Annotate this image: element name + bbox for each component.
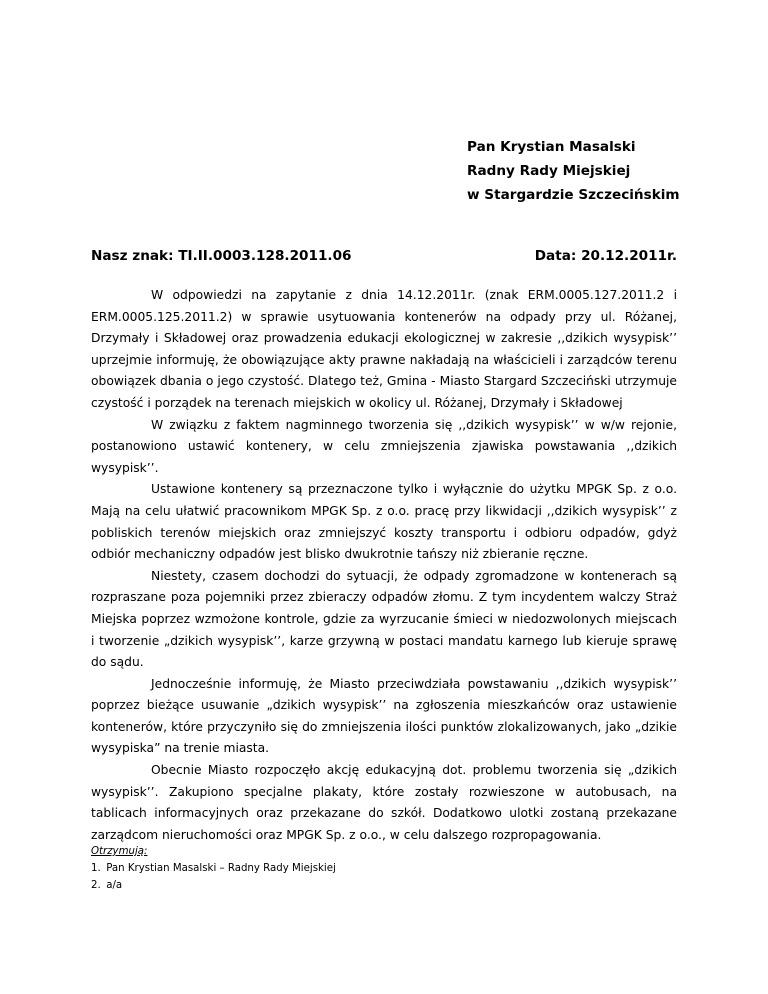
list-item bbox=[91, 877, 336, 894]
body-paragraph: Niestety, czasem dochodzi do sytuacji, że odpady zgromadzone w kontenerach są rozpraszane poza pojemniki przez zbieraczy odpadów złomu. Z tym incydentem walczy Straż Miejska poprzez wzmożone kontrole, gdzie za wyrzucanie śmieci w niedozwolonych miejscach i tworzenie „dzikich wysypisk’’, karze grzywną w postaci mandatu karnego lub kieruje sprawę do sądu. bbox=[91, 568, 677, 670]
letter-body bbox=[91, 285, 677, 846]
list-item-text: Pan Krystian Masalski – Radny Rady Miejskiej bbox=[106, 863, 336, 874]
body-paragraph: W związku z faktem nagminnego tworzenia się ,,dzikich wysypisk’’ w w/w rejonie, postanowiono ustawić kontenery, w celu zmniejszenia zjawiska powstawania ,,dzikich wysypisk’’. bbox=[91, 417, 677, 475]
distribution-list bbox=[91, 843, 336, 894]
reference-line bbox=[91, 244, 677, 268]
recipient-place: w Stargardzie Szczecińskim bbox=[467, 187, 680, 203]
recipient-block bbox=[467, 135, 680, 207]
recipient-title: Radny Rady Miejskiej bbox=[467, 163, 631, 179]
body-paragraph: Obecnie Miasto rozpoczęło akcję edukacyjną dot. problemu tworzenia się „dzikich wysypisk’’. Zakupiono specjalne plakaty, które zostały rozwieszone w autobusach, na tablicach informacyjnych oraz przekazane do szkół. Dodatkowo ulotki zostaną przekazane zarządcom nieruchomości oraz MPGK Sp. z o.o., w celu dalszego rozpropagowania. bbox=[91, 763, 677, 842]
recipient-name: Pan Krystian Masalski bbox=[467, 139, 636, 155]
list-item-text: a/a bbox=[106, 880, 123, 891]
list-item bbox=[91, 860, 336, 877]
body-paragraph: Jednocześnie informuję, że Miasto przeciwdziała powstawaniu ,,dzikich wysypisk’’ poprzez bieżące usuwanie „dzikich wysypisk’’ na zgłoszenia mieszkańców oraz ustawienie kontenerów, które przyczyniło się do zmniejszenia ilości punktów zlokalizowanych, jako „dzikie wysypiska” na trenie miasta. bbox=[91, 676, 677, 756]
distribution-label: Otrzymują: bbox=[91, 846, 148, 857]
body-paragraph: Ustawione kontenery są przeznaczone tylko i wyłącznie do użytku MPGK Sp. z o.o. Mają na celu ułatwić pracownikom MPGK Sp. z o.o. pracę przy likwidacji ,,dzikich wysypisk’’ z pobliskich terenów miejskich oraz zmniejszyć koszty transportu i odbioru odpadów, gdyż odbiór mechaniczny odpadów jest blisko dwukrotnie tańszy niż zbieranie ręczne. bbox=[91, 482, 677, 562]
letter-date: Data: 20.12.2011r. bbox=[534, 248, 677, 264]
list-item-number: 2. bbox=[91, 880, 101, 891]
list-item-number: 1. bbox=[91, 863, 101, 874]
body-paragraph: W odpowiedzi na zapytanie z dnia 14.12.2011r. (znak ERM.0005.127.2011.2 i ERM.0005.125.2011.2) w sprawie usytuowania kontenerów na odpady przy ul. Różanej, Drzymały i Składowej oraz prowadzenia edukacji ekologicznej w zakresie ,,dzikich wysypisk’’ uprzejmie informuję, że obowiązujące akty prawne nakładają na właścicieli i zarządców terenu obowiązek dbania o jego czystość. Dlatego też, Gmina - Miasto Stargard Szczeciński utrzymuje czystość i porządek na terenach miejskich w okolicy ul. Różanej, Drzymały i Składowej bbox=[91, 288, 677, 410]
our-reference: Nasz znak: TI.II.0003.128.2011.06 bbox=[91, 248, 352, 264]
